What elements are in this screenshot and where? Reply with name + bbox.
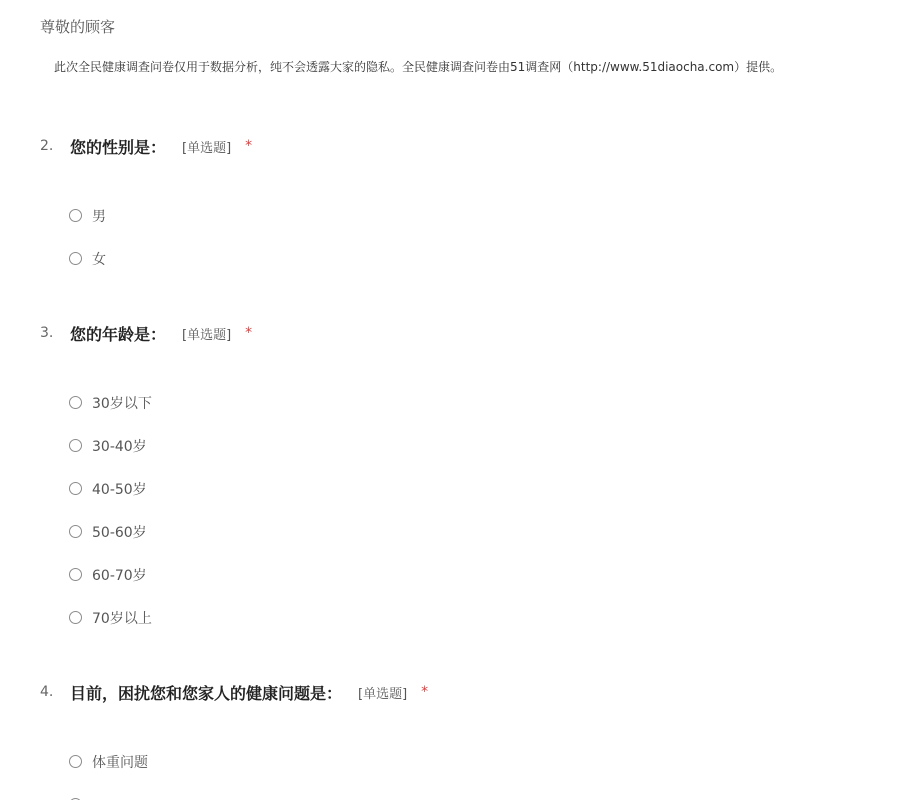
- radio-button[interactable]: [69, 755, 82, 768]
- required-mark: *: [245, 138, 253, 154]
- option-label: 女: [92, 252, 106, 268]
- question-number: 2.: [40, 138, 54, 154]
- question-3-title: [40, 322, 252, 344]
- question-text: 目前，困扰您和您家人的健康问题是：: [70, 683, 343, 703]
- option-label: 男: [92, 209, 106, 225]
- question-type-label: [单选题]: [182, 140, 232, 156]
- greeting-text: 尊敬的顾客: [40, 18, 116, 36]
- option-age-60-70[interactable]: [69, 565, 147, 585]
- question-text: 您的年龄是：: [70, 324, 167, 344]
- survey-intro-text: 此次全民健康调查问卷仅用于数据分析，纯不会透露大家的隐私。全民健康调查问卷由51调查网（http://www.51diaocha.com）提供。: [54, 60, 783, 74]
- option-label: 50-60岁: [92, 525, 147, 541]
- option-gender-male[interactable]: [69, 206, 106, 226]
- radio-button[interactable]: [69, 439, 82, 452]
- option-age-50-60[interactable]: [69, 522, 147, 542]
- question-number: 4.: [40, 684, 54, 700]
- option-gender-female[interactable]: [69, 249, 106, 269]
- question-2-title: [40, 135, 252, 157]
- question-text: 您的性别是：: [70, 137, 167, 157]
- option-label: 70岁以上: [92, 611, 152, 627]
- radio-button[interactable]: [69, 568, 82, 581]
- required-mark: *: [421, 684, 429, 700]
- option-age-40-50[interactable]: [69, 479, 147, 499]
- option-health-next[interactable]: [69, 795, 92, 800]
- question-number: 3.: [40, 325, 54, 341]
- option-label: 30-40岁: [92, 439, 147, 455]
- question-type-label: [单选题]: [358, 686, 408, 702]
- radio-button[interactable]: [69, 209, 82, 222]
- radio-button[interactable]: [69, 252, 82, 265]
- radio-button[interactable]: [69, 396, 82, 409]
- option-age-over-70[interactable]: [69, 608, 152, 628]
- required-mark: *: [245, 325, 253, 341]
- question-type-label: [单选题]: [182, 327, 232, 343]
- question-4-title: [40, 681, 428, 703]
- option-health-weight[interactable]: [69, 752, 148, 772]
- option-age-under-30[interactable]: [69, 393, 152, 413]
- radio-button[interactable]: [69, 611, 82, 624]
- option-label: 体重问题: [92, 755, 148, 771]
- option-age-30-40[interactable]: [69, 436, 147, 456]
- option-label: 40-50岁: [92, 482, 147, 498]
- radio-button[interactable]: [69, 482, 82, 495]
- radio-button[interactable]: [69, 525, 82, 538]
- option-label: 30岁以下: [92, 396, 152, 412]
- option-label: 60-70岁: [92, 568, 147, 584]
